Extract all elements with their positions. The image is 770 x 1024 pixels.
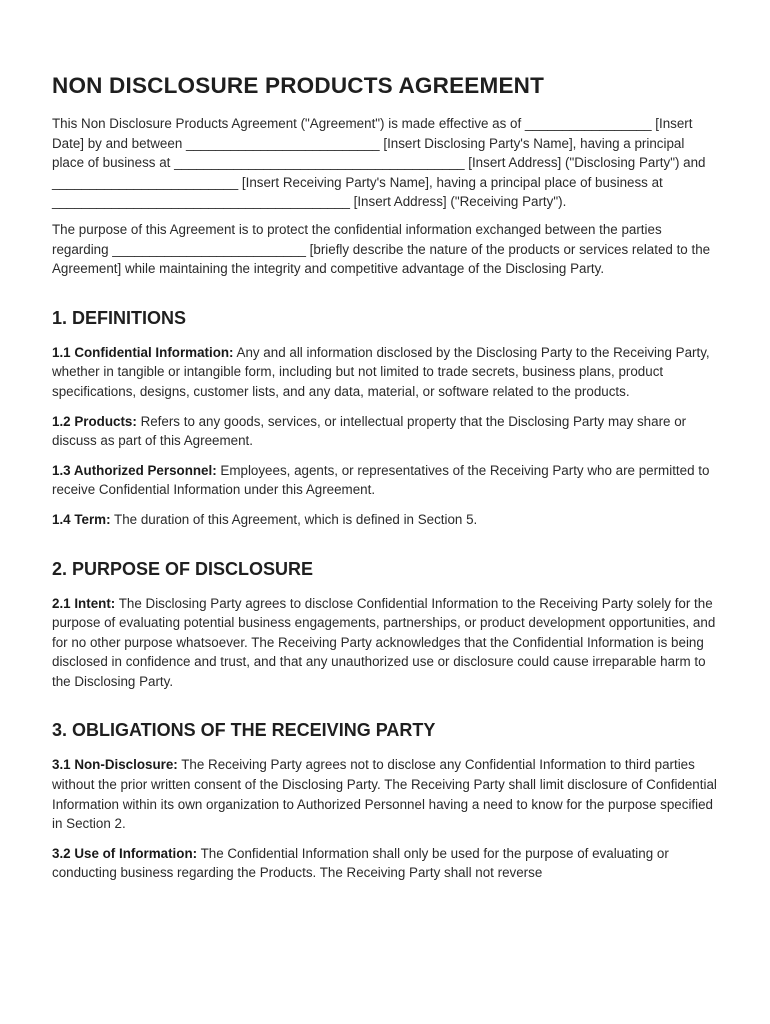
clause-text: The Receiving Party agrees not to disclose any Confidential Information to third parties without the prior written consent of the Disclosing Party. The Receiving Party shall limit disclosure of Confidential Information within its own organization to Authorized Personnel having a need to know for the purpose specified in Section 2. [52, 757, 717, 832]
document-title: NON DISCLOSURE PRODUCTS AGREEMENT [52, 73, 545, 98]
clause-text: The duration of this Agreement, which is defined in Section 5. [110, 511, 478, 527]
section-heading-definitions: 1. DEFINITIONS [52, 307, 187, 328]
clause-3-1 [52, 755, 718, 833]
clause-term: 2.1 Intent: [52, 595, 116, 611]
clause-3-2 [52, 844, 718, 883]
clause-text: Refers to any goods, services, or intellectual property that the Disclosing Party may share or discuss as part of this Agreement. [52, 413, 687, 449]
purpose-paragraph: The purpose of this Agreement is to protect the confidential information exchanged between the parties regarding __________________________ [briefly describe the nature of the products or services related to the Agreement] while maintaining the integrity and competitive advantage of the Disclosing Party. [52, 221, 711, 277]
intro-paragraph: This Non Disclosure Products Agreement ("Agreement") is made effective as of _________________ [Insert Date] by and between __________________________ [Insert Disclosing Party's Name], having a principal place of business at _______________________________________ [Insert Address] ("Disclosing Party") and _________________________ [Insert Receiving Party's Name], having a principal place of business at ________________________________________ [Insert Address] ("Receiving Party"). [52, 116, 706, 210]
clause-1-2 [52, 412, 718, 451]
clause-text: The Disclosing Party agrees to disclose Confidential Information to the Receiving Party solely for the purpose of evaluating potential business engagements, partnerships, or product development opportunities, and for no other purpose whatsoever. The Receiving Party acknowledges that the Confidential Information is being disclosed in confidence and trust, and that any unauthorized use or disclosure could cause irreparable harm to the Disclosing Party. [52, 595, 716, 689]
clause-1-1 [52, 343, 718, 402]
clause-1-4 [52, 510, 718, 530]
clause-1-3 [52, 461, 718, 500]
clause-term: 1.3 Authorized Personnel: [52, 462, 217, 478]
clause-text: Employees, agents, or representatives of the Receiving Party who are permitted to receive Confidential Information under this Agreement. [52, 462, 710, 498]
clause-term: 3.1 Non-Disclosure: [52, 757, 178, 773]
clause-2-1 [52, 594, 718, 692]
section-heading-purpose: 2. PURPOSE OF DISCLOSURE [52, 558, 314, 579]
clause-term: 1.4 Term: [52, 511, 111, 527]
clause-term: 3.2 Use of Information: [52, 845, 198, 861]
section-heading-obligations: 3. OBLIGATIONS OF THE RECEIVING PARTY [52, 720, 436, 741]
clause-term: 1.2 Products: [52, 413, 137, 429]
clause-text: Any and all information disclosed by the Disclosing Party to the Receiving Party, whether in tangible or intangible form, including but not limited to trade secrets, business plans, product specifications, designs, customer lists, and any data, material, or software related to the products. [52, 344, 710, 399]
clause-term: 1.1 Confidential Information: [52, 344, 234, 360]
clause-text: The Confidential Information shall only be used for the purpose of evaluating or conducting business regarding the Products. The Receiving Party shall not reverse [52, 845, 669, 881]
